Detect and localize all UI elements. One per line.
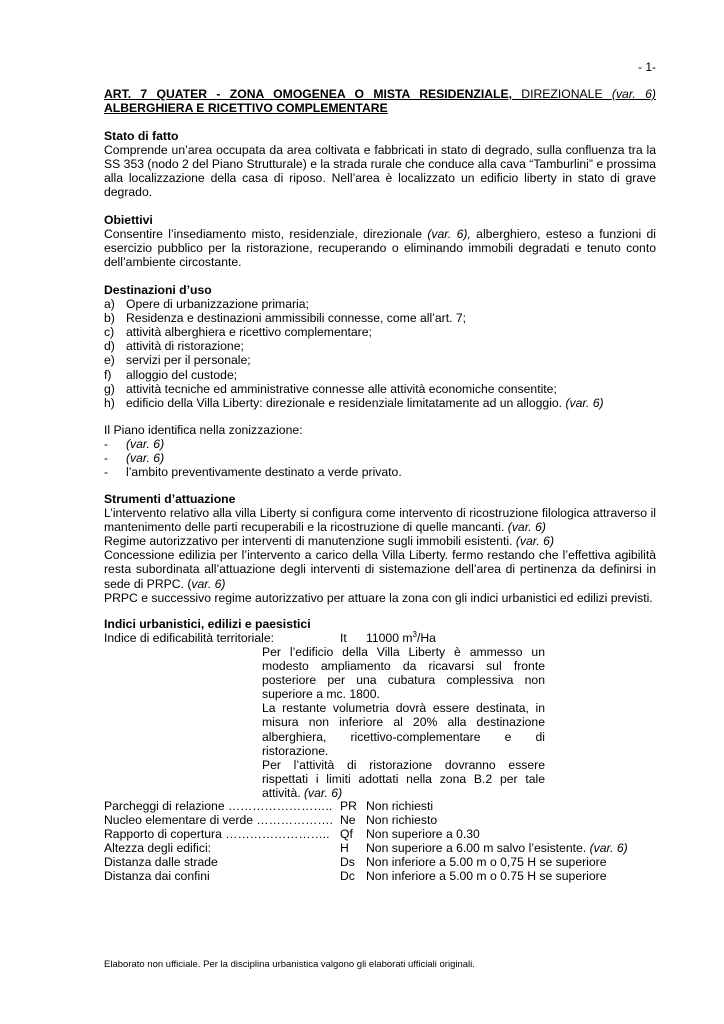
table-row: Parcheggi di relazione …………………….. PR Non richiesti <box>104 799 434 813</box>
destinazioni-list <box>104 297 656 410</box>
strumenti-heading: Strumenti d’attuazione <box>104 492 236 506</box>
title-line2: ALBERGHIERA E RICETTIVO COMPLEMENTARE <box>104 101 388 116</box>
obiettivi-text: Consentire l’insediamento misto, residenziale, direzionale (var. 6), alberghiero, esteso a funzioni di esercizio pubblico per la ristorazione, recuperando o eliminando immobili degradati e tenuto conto dell’ambiente circostante. <box>104 227 657 270</box>
piano-list <box>104 437 656 479</box>
stato-text: Comprende un’area occupata da area coltivata e fabbricati in stato di degrado, sulla confluenza tra la SS 353 (nodo 2 del Piano Strutturale) e la strada rurale che conduce alla cava “Tamburlini” e prossima alla localizzazione della casa di riposo. Nell’area è localizzato un edificio liberty in stato di grave degrado. <box>104 143 656 200</box>
it-para-1: Per l’edificio della Villa Liberty è ammesso un modesto ampliamento da ricavarsi sul fronte posteriore per una cubatura complessiva non superiore a mc. 1800. <box>262 645 545 702</box>
footer-note: Elaborato non ufficiale. Per la disciplina urbanistica valgono gli elaborati ufficiali originali. <box>104 959 475 970</box>
list-item: a) Opere di urbanizzazione primaria; <box>104 297 309 312</box>
destinazioni-heading: Destinazioni d’uso <box>104 283 212 297</box>
strumenti-p4: PRPC e successivo regime autorizzativo per attuare la zona con gli indici urbanistici ed edilizi previsti. <box>104 590 653 605</box>
title-normal: DIREZIONALE <box>511 87 612 101</box>
section-obiettivi <box>104 213 656 269</box>
article-title <box>104 87 656 115</box>
list-item: - (var. 6) <box>104 451 165 466</box>
list-item: d) attività di ristorazione; <box>104 339 244 354</box>
section-strumenti <box>104 492 656 605</box>
strumenti-p1: L’intervento relativo alla villa Liberty si configura come intervento di ricostruzione filologica attraverso il mantenimento delle parti recuperabili e la ricostruzione di quelle mancanti. (var. 6) <box>104 506 656 535</box>
table-row: Distanza dai confini Dc Non inferiore a 5.00 m o 0.75 H se superiore <box>104 869 607 884</box>
it-description <box>262 645 545 800</box>
table-row: Distanza dalle strade Ds Non inferiore a 5.00 m o 0,75 H se superiore <box>104 855 607 870</box>
table-row: Altezza degli edifici: H Non superiore a 6.00 m salvo l’esistente. (var. 6) <box>104 841 628 856</box>
section-destinazioni <box>104 283 656 410</box>
piano-intro: Il Piano identifica nella zonizzazione: <box>104 423 303 437</box>
list-item: h) edificio della Villa Liberty: direzionale e residenziale limitatamente ad un alloggio. (var. 6) <box>104 395 604 410</box>
page-number: - 1- <box>638 60 656 74</box>
indici-heading: Indici urbanistici, edilizi e paesistici <box>104 617 311 631</box>
list-item: c) attività alberghiera e ricettivo complementare; <box>104 325 372 340</box>
strumenti-p3: Concessione edilizia per l’intervento a carico della Villa Liberty. fermo restando che l’effettiva agibilità resta subordinata all’attuazione degli interventi di sistemazione dell’area di pertinenza da definirsi in sede di PRPC. (var. 6) <box>104 548 656 591</box>
table-row: Rapporto di copertura …………………….. Qf Non superiore a 0.30 <box>104 827 480 842</box>
param-table <box>104 799 656 884</box>
title-bold: ART. 7 QUATER - ZONA OMOGENEA O MISTA RESIDENZIALE, <box>104 87 512 101</box>
strumenti-p2: Regime autorizzativo per interventi di manutenzione sugli immobili esistenti. (var. 6) <box>104 534 555 549</box>
list-item: - (var. 6) <box>104 437 165 452</box>
obiettivi-heading: Obiettivi <box>104 213 153 227</box>
list-item: - l’ambito preventivamente destinato a verde privato. <box>104 465 402 480</box>
title-var: (var. 6) <box>611 87 656 101</box>
list-item: g) attività tecniche ed amministrative connesse alle attività economiche consentite; <box>104 381 557 396</box>
param-row-it: Indice di edificabilità territoriale: It 11000 $m^3/Ha$ <box>104 630 436 646</box>
list-item: f) alloggio del custode; <box>104 367 238 382</box>
table-row: Nucleo elementare di verde ………………. Ne Non richiesto <box>104 813 438 828</box>
it-para-2: La restante volumetria dovrà essere destinata, in misura non inferiore al 20% alla destinazione alberghiera, ricettivo-complementare e di ristorazione. <box>262 701 545 758</box>
section-piano <box>104 423 656 479</box>
stato-heading: Stato di fatto <box>104 129 179 143</box>
list-item: b) Residenza e destinazioni ammissibili connesse, come all’art. 7; <box>104 311 467 326</box>
section-indici <box>104 617 656 645</box>
section-stato <box>104 129 656 199</box>
list-item: e) servizi per il personale; <box>104 353 251 368</box>
it-para-3: Per l’attività di ristorazione dovranno essere rispettati i limiti adottati nella zona B.2 per tale attività. (var. 6) <box>262 757 545 800</box>
